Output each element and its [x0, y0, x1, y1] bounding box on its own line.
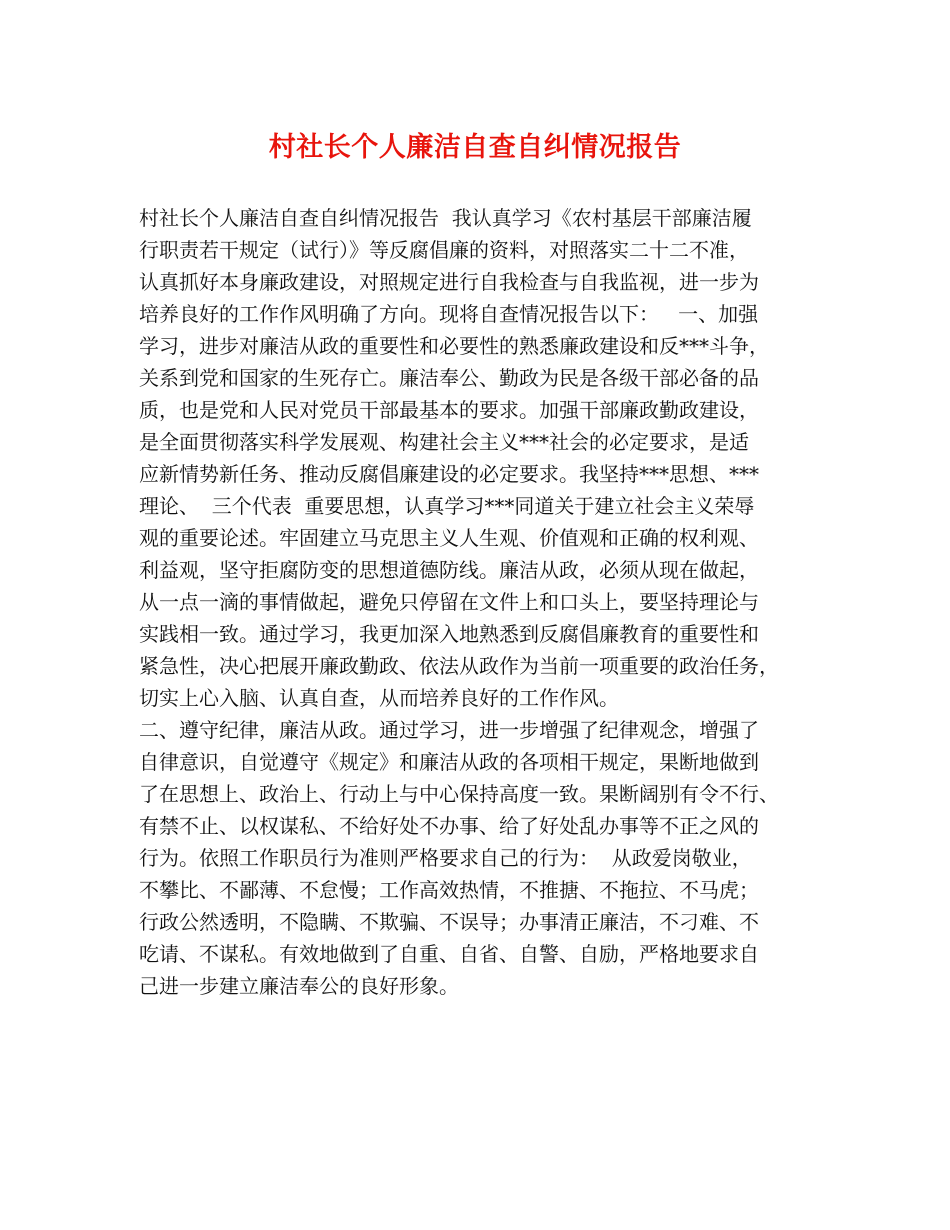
body-line: 质，也是党和人民对党员干部最基本的要求。加强干部廉政勤政建设，: [139, 398, 759, 422]
body-line: 应新情势新任务、推动反腐倡廉建设的必定要求。我坚持***思想、***: [139, 462, 759, 486]
body-line: 实践相一致。通过学习，我更加深入地熟悉到反腐倡廉教育的重要性和: [139, 622, 759, 646]
body-line: 不攀比、不鄙薄、不怠慢；工作高效热情，不推搪、不拖拉、不马虎；: [139, 878, 759, 902]
body-line: 己进一步建立廉洁奉公的良好形象。: [139, 974, 459, 998]
body-line: 从一点一滴的事情做起，避免只停留在文件上和口头上，要坚持理论与: [139, 590, 759, 614]
body-line: 自律意识，自觉遵守《规定》和廉洁从政的各项相干规定，果断地做到: [139, 750, 759, 774]
body-line: 有禁不止、以权谋私、不给好处不办事、给了好处乱办事等不正之风的: [139, 814, 759, 838]
body-line: 行政公然透明，不隐瞒、不欺骗、不误导；办事清正廉洁，不刁难、不: [139, 910, 759, 934]
body-line: 了在思想上、政治上、行动上与中心保持高度一致。果断阔别有令不行、: [139, 782, 779, 806]
document-title: 村社长个人廉洁自查自纠情况报告: [268, 132, 682, 163]
body-line: 理论、 三个代表 重要思想，认真学习***同道关于建立社会主义荣辱: [139, 494, 755, 518]
body-line: 紧急性，决心把展开廉政勤政、依法从政作为当前一项重要的政治任务，: [139, 654, 779, 678]
body-line: 行为。依照工作职员行为准则严格要求自己的行为： 从政爱岗敬业，: [139, 846, 752, 870]
body-line: 利益观，坚守拒腐防变的思想道德防线。廉洁从政，必须从现在做起，: [139, 558, 759, 582]
document-body: [139, 202, 829, 1002]
body-line: 关系到党和国家的生死存亡。廉洁奉公、勤政为民是各级干部必备的品: [139, 366, 759, 390]
body-line: 切实上心入脑、认真自查，从而培养良好的工作作风。: [139, 686, 619, 710]
body-line: 村社长个人廉洁自查自纠情况报告 我认真学习《农村基层干部廉洁履: [139, 206, 752, 230]
body-line: 二、遵守纪律，廉洁从政。通过学习，进一步增强了纪律观念，增强了: [139, 718, 759, 742]
body-line: 吃请、不谋私。有效地做到了自重、自省、自警、自励，严格地要求自: [139, 942, 759, 966]
body-line: 培养良好的工作作风明确了方向。现将自查情况报告以下： 一、加强: [139, 302, 759, 326]
body-line: 观的重要论述。牢固建立马克思主义人生观、价值观和正确的权利观、: [139, 526, 759, 550]
body-line: 行职责若干规定（试行）》等反腐倡廉的资料，对照落实二十二不准，: [139, 238, 749, 262]
body-line: 学习，进步对廉洁从政的重要性和必要性的熟悉廉政建设和反***斗争，: [139, 334, 769, 358]
body-line: 是全面贯彻落实科学发展观、构建社会主义***社会的必定要求，是适: [139, 430, 749, 454]
body-line: 认真抓好本身廉政建设，对照规定进行自我检查与自我监视，进一步为: [139, 270, 759, 294]
